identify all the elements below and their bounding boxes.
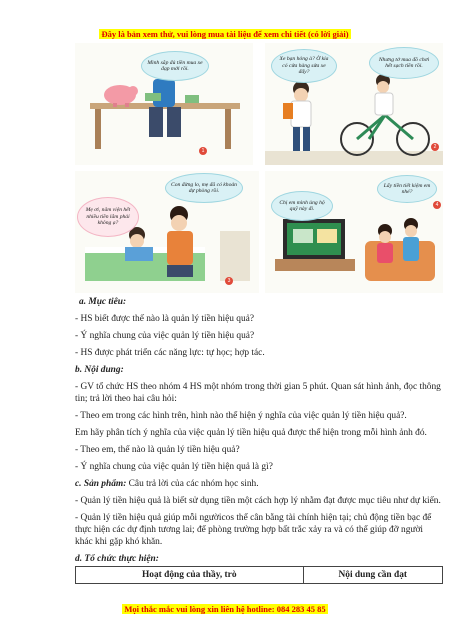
speech-bubble-2a-text: Xe bạn hỏng à? Ờ kia có cửa hàng sửa xe đấy? xyxy=(279,56,329,76)
illustration xyxy=(75,43,445,295)
illustration-panel-4 xyxy=(265,171,443,293)
section-b-item: - Theo em trong các hình trên, hình nào thể hiện ý nghĩa của việc quản lý tiền hiệu quả?. xyxy=(75,411,407,421)
section-c-text: Câu trả lời của các nhóm học sinh. xyxy=(126,479,259,489)
illustration-panel-1 xyxy=(75,43,253,165)
section-c-item: - Quản lý tiền hiệu quả giúp mỗi ngườicos thể cân bằng tài chính hiện tại; chủ động tiền bạc để thực hiện các dự định tương lai; để phòng trường hợp bất trắc xảy ra và có thể giúp đỡ người khác khi gặp khó khăn. xyxy=(75,513,432,547)
activity-table xyxy=(75,566,443,584)
table-header-row xyxy=(76,567,443,584)
speech-bubble-3a-text: Con đừng lo, mẹ đã có khoản dự phòng rồi. xyxy=(171,181,237,194)
speech-bubble-4a xyxy=(271,191,333,221)
section-b-title: b. Nội dung: xyxy=(75,365,124,375)
panel-4-number: 4 xyxy=(433,201,441,209)
panel-3-number: 3 xyxy=(225,277,233,285)
speech-bubble-4a-text: Chị em mình ủng hộ quỹ này đi. xyxy=(279,199,325,212)
section-a-item: - HS biết được thế nào là quản lý tiền hiệu quả? xyxy=(75,314,254,324)
table-header-content: Nội dung cần đạt xyxy=(303,567,442,584)
speech-bubble-4b xyxy=(377,175,437,203)
section-b-item: - Theo em, thế nào là quản lý tiền hiệu quả? xyxy=(75,445,240,455)
section-b-item: - GV tổ chức HS theo nhóm 4 HS một nhóm trong thời gian 5 phút. Quan sát hình ảnh, đọc thông tin; trả lời theo hai câu hỏi: xyxy=(75,382,441,404)
section-a-title: a. Mục tiêu: xyxy=(79,297,127,307)
speech-bubble-2a xyxy=(271,49,337,83)
section-c xyxy=(75,478,443,490)
speech-bubble-2b xyxy=(369,47,439,79)
preview-notice-text: Đây là bản xem thử, vui lòng mua tài liệu để xem chi tiết (có lời giải) xyxy=(101,29,349,39)
table-header-teacher-student: Hoạt động của thầy, trò xyxy=(76,567,304,584)
lesson-content xyxy=(75,296,443,584)
hotline-notice xyxy=(0,602,450,615)
preview-notice xyxy=(0,27,450,40)
panel-2-number: 2 xyxy=(431,143,439,151)
panel-1-number: 1 xyxy=(199,147,207,155)
section-b-item: - Ý nghĩa chung của việc quản lý tiền hiện quả là gì? xyxy=(75,462,273,472)
speech-bubble-3b-text: Mẹ ơi, năm viện hết nhiều tiền lắm phải không ạ? xyxy=(85,207,131,227)
speech-bubble-1-text: Mình sắp đủ tiền mua xe đạp mới rồi. xyxy=(147,59,203,72)
speech-bubble-4b-text: Lấy tiền tiết kiệm em nhé? xyxy=(383,182,431,195)
section-d-title: d. Tổ chức thực hiện: xyxy=(75,554,159,564)
speech-bubble-3a xyxy=(165,173,243,203)
section-c-title: c. Sản phẩm: xyxy=(75,479,127,489)
speech-bubble-3b xyxy=(77,197,139,237)
speech-bubble-2b-text: Nhưng tớ mua đồ chơi hết sạch tiền rồi. xyxy=(378,56,430,69)
hotline-notice-text: Mọi thắc mắc vui lòng xin liên hệ hotline: 084 283 45 85 xyxy=(124,604,326,614)
section-a-item: - Ý nghĩa chung của việc quản lý tiền hiệu quả? xyxy=(75,331,255,341)
illustration-panel-2 xyxy=(265,43,443,165)
illustration-panel-3 xyxy=(75,171,259,293)
section-a-item: - HS được phát triển các năng lực: tự học; hợp tác. xyxy=(75,348,265,358)
section-c-item: - Quản lý tiền hiệu quả là biết sử dụng tiền một cách hợp lý nhằm đạt được mục tiêu như dự kiến. xyxy=(75,496,441,506)
section-b-item: Em hãy phân tích ý nghĩa của việc quản lý tiền hiệu quả được thể hiện trong mỗi hình ảnh đó. xyxy=(75,428,427,438)
speech-bubble-1 xyxy=(141,51,209,81)
